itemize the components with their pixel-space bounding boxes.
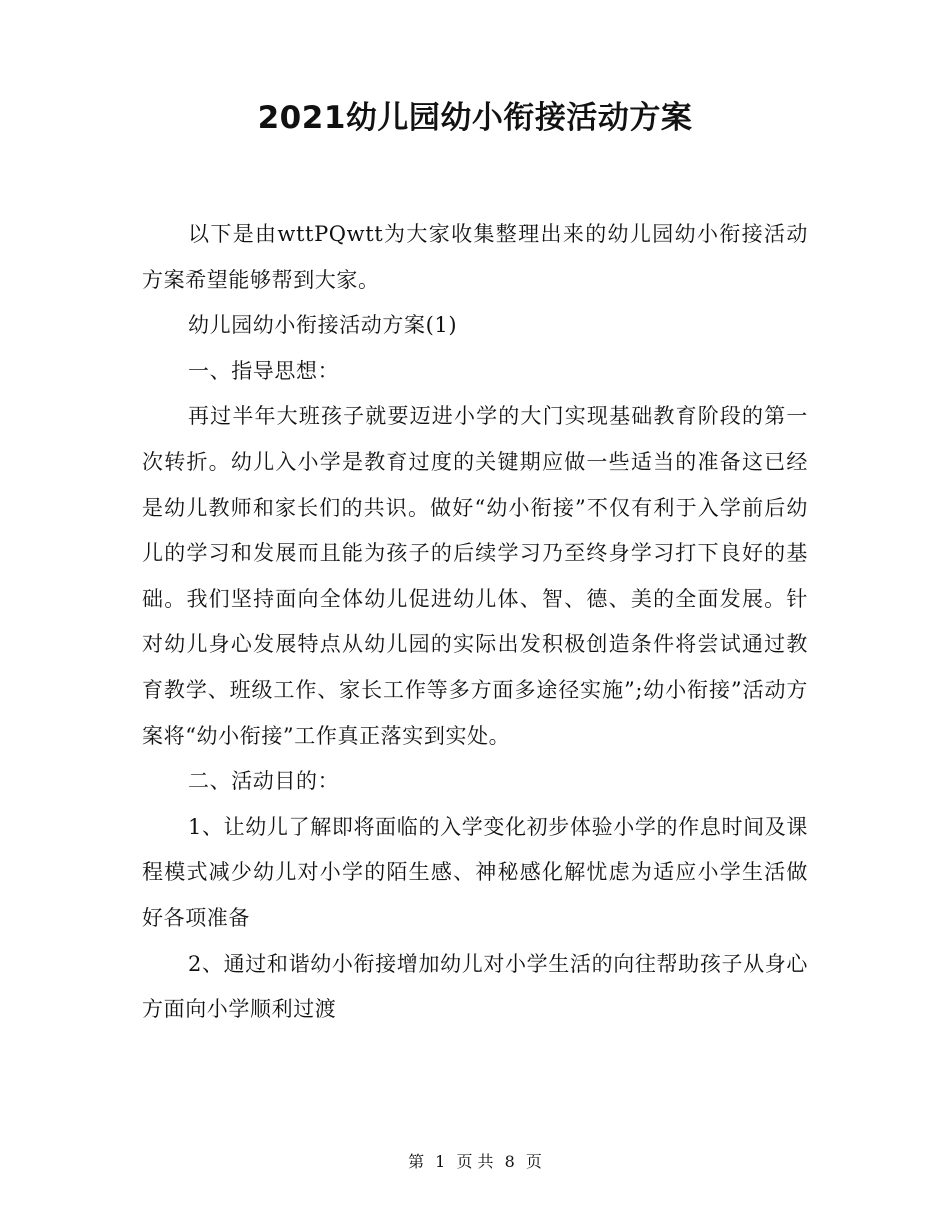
footer-suffix: 页 xyxy=(525,1152,542,1171)
footer-total-pages: 8 xyxy=(504,1152,515,1171)
purpose-item-2: 2、通过和谐幼小衔接增加幼儿对小学生活的向往帮助孩子从身心方面向小学顺利过渡 xyxy=(142,951,808,1022)
document-title: 2021幼儿园幼小衔接活动方案 xyxy=(257,100,693,136)
footer-prefix: 第 xyxy=(408,1152,425,1171)
intro-paragraph: 以下是由wttPQwtt为大家收集整理出来的幼儿园幼小衔接活动方案希望能够帮到大家。 xyxy=(142,222,808,292)
document-body xyxy=(142,212,808,1033)
guiding-ideology-paragraph: 再过半年大班孩子就要迈进小学的大门实现基础教育阶段的第一次转折。幼儿入小学是教育过度的关键期应做一些适当的准备这已经是幼儿教师和家长们的共识。做好“幼小衔接”不仅有利于入学前后幼儿的学习和发展而且能为孩子的后续学习乃至终身学习打下良好的基础。我们坚持面向全体幼儿促进幼儿体、智、德、美的全面发展。针对幼儿身心发展特点从幼儿园的实际出发积极创造条件将尝试通过教育教学、班级工作、家长工作等多方面多途径实施”;幼小衔接”活动方案将“幼小衔接”工作真正落实到实处。 xyxy=(142,404,808,748)
footer-mid: 页 共 xyxy=(456,1152,494,1171)
section-heading-activity-purpose: 二、活动目的： xyxy=(188,769,340,794)
section-heading-guiding-ideology: 一、指导思想： xyxy=(188,358,340,383)
section-heading-plan-1: 幼儿园幼小衔接活动方案(1) xyxy=(188,313,458,338)
purpose-item-1: 1、让幼儿了解即将面临的入学变化初步体验小学的作息时间及课程模式减少幼儿对小学的陌生感、神秘感化解忧虑为适应小学生活做好各项准备 xyxy=(142,814,808,930)
page-footer xyxy=(0,1150,950,1174)
footer-current-page: 1 xyxy=(435,1152,446,1171)
